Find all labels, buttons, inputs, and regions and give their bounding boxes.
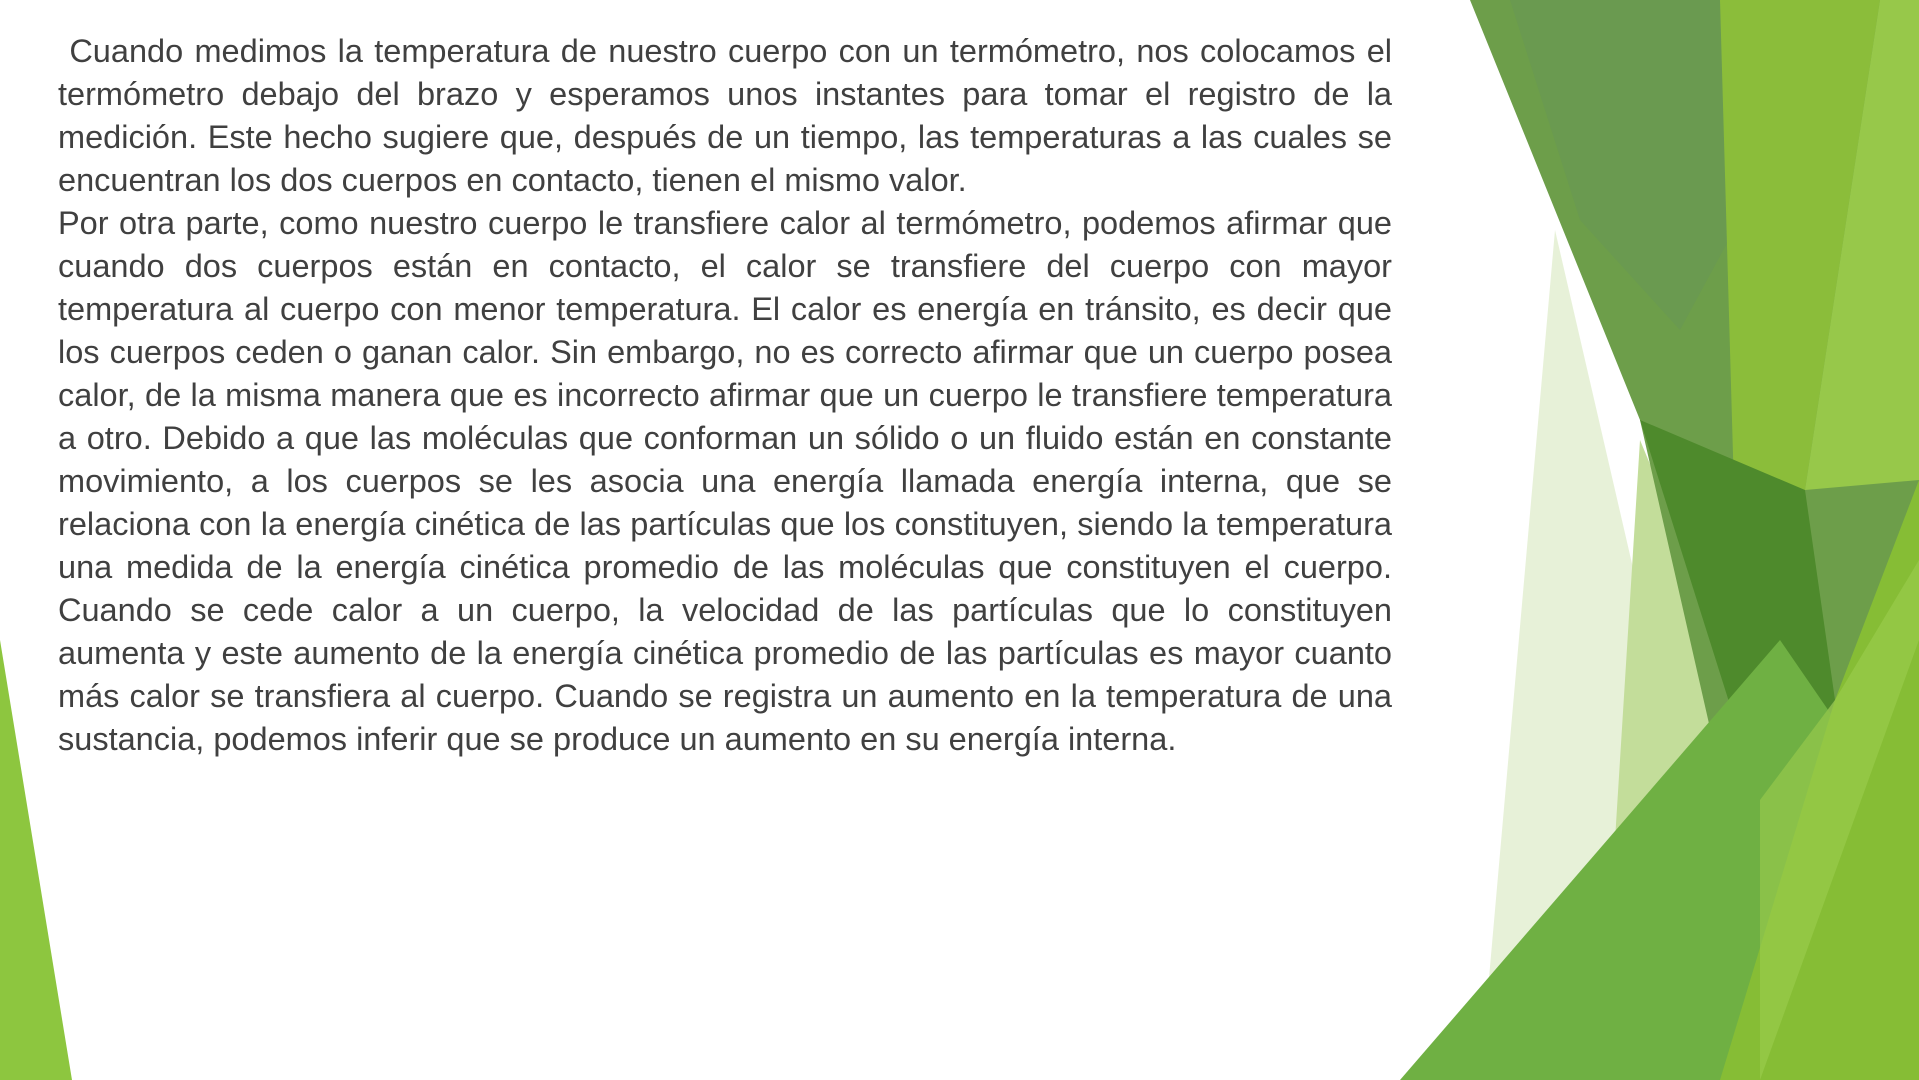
- paragraph-1: [58, 30, 1392, 202]
- slide-body-text: [58, 30, 1392, 761]
- paragraph-1-text: Cuando medimos la temperatura de nuestro cuerpo con un termómetro, nos colocamos el termómetro debajo del brazo y esperamos unos instantes para tomar el registro de la medición. Este hecho sugiere que, después de un tiempo, las temperaturas a las cuales se encuentran los dos cuerpos en contacto, tienen el mismo valor.: [58, 33, 1393, 198]
- paragraph-2: Por otra parte, como nuestro cuerpo le transfiere calor al termómetro, podemos afirmar que cuando dos cuerpos están en contacto, el calor se transfiere del cuerpo con mayor temperatura al cuerpo con menor temperatura. El calor es energía en tránsito, es decir que los cuerpos ceden o ganan calor. Sin embargo, no es correcto afirmar que un cuerpo posea calor, de la misma manera que es incorrecto afirmar que un cuerpo le transfiere temperatura a otro. Debido a que las moléculas que conforman un sólido o un fluido están en constante movimiento, a los cuerpos se les asocia una energía llamada energía interna, que se relaciona con la energía cinética de las partículas que los constituyen, siendo la temperatura una medida de la energía cinética promedio de las moléculas que constituyen el cuerpo. Cuando se cede calor a un cuerpo, la velocidad de las partículas que lo constituyen aumenta y este aumento de la energía cinética promedio de las partículas es mayor cuanto más calor se transfiera al cuerpo. Cuando se registra un aumento en la temperatura de una sustancia, podemos inferir que se produce un aumento en su energía interna.: [58, 205, 1392, 757]
